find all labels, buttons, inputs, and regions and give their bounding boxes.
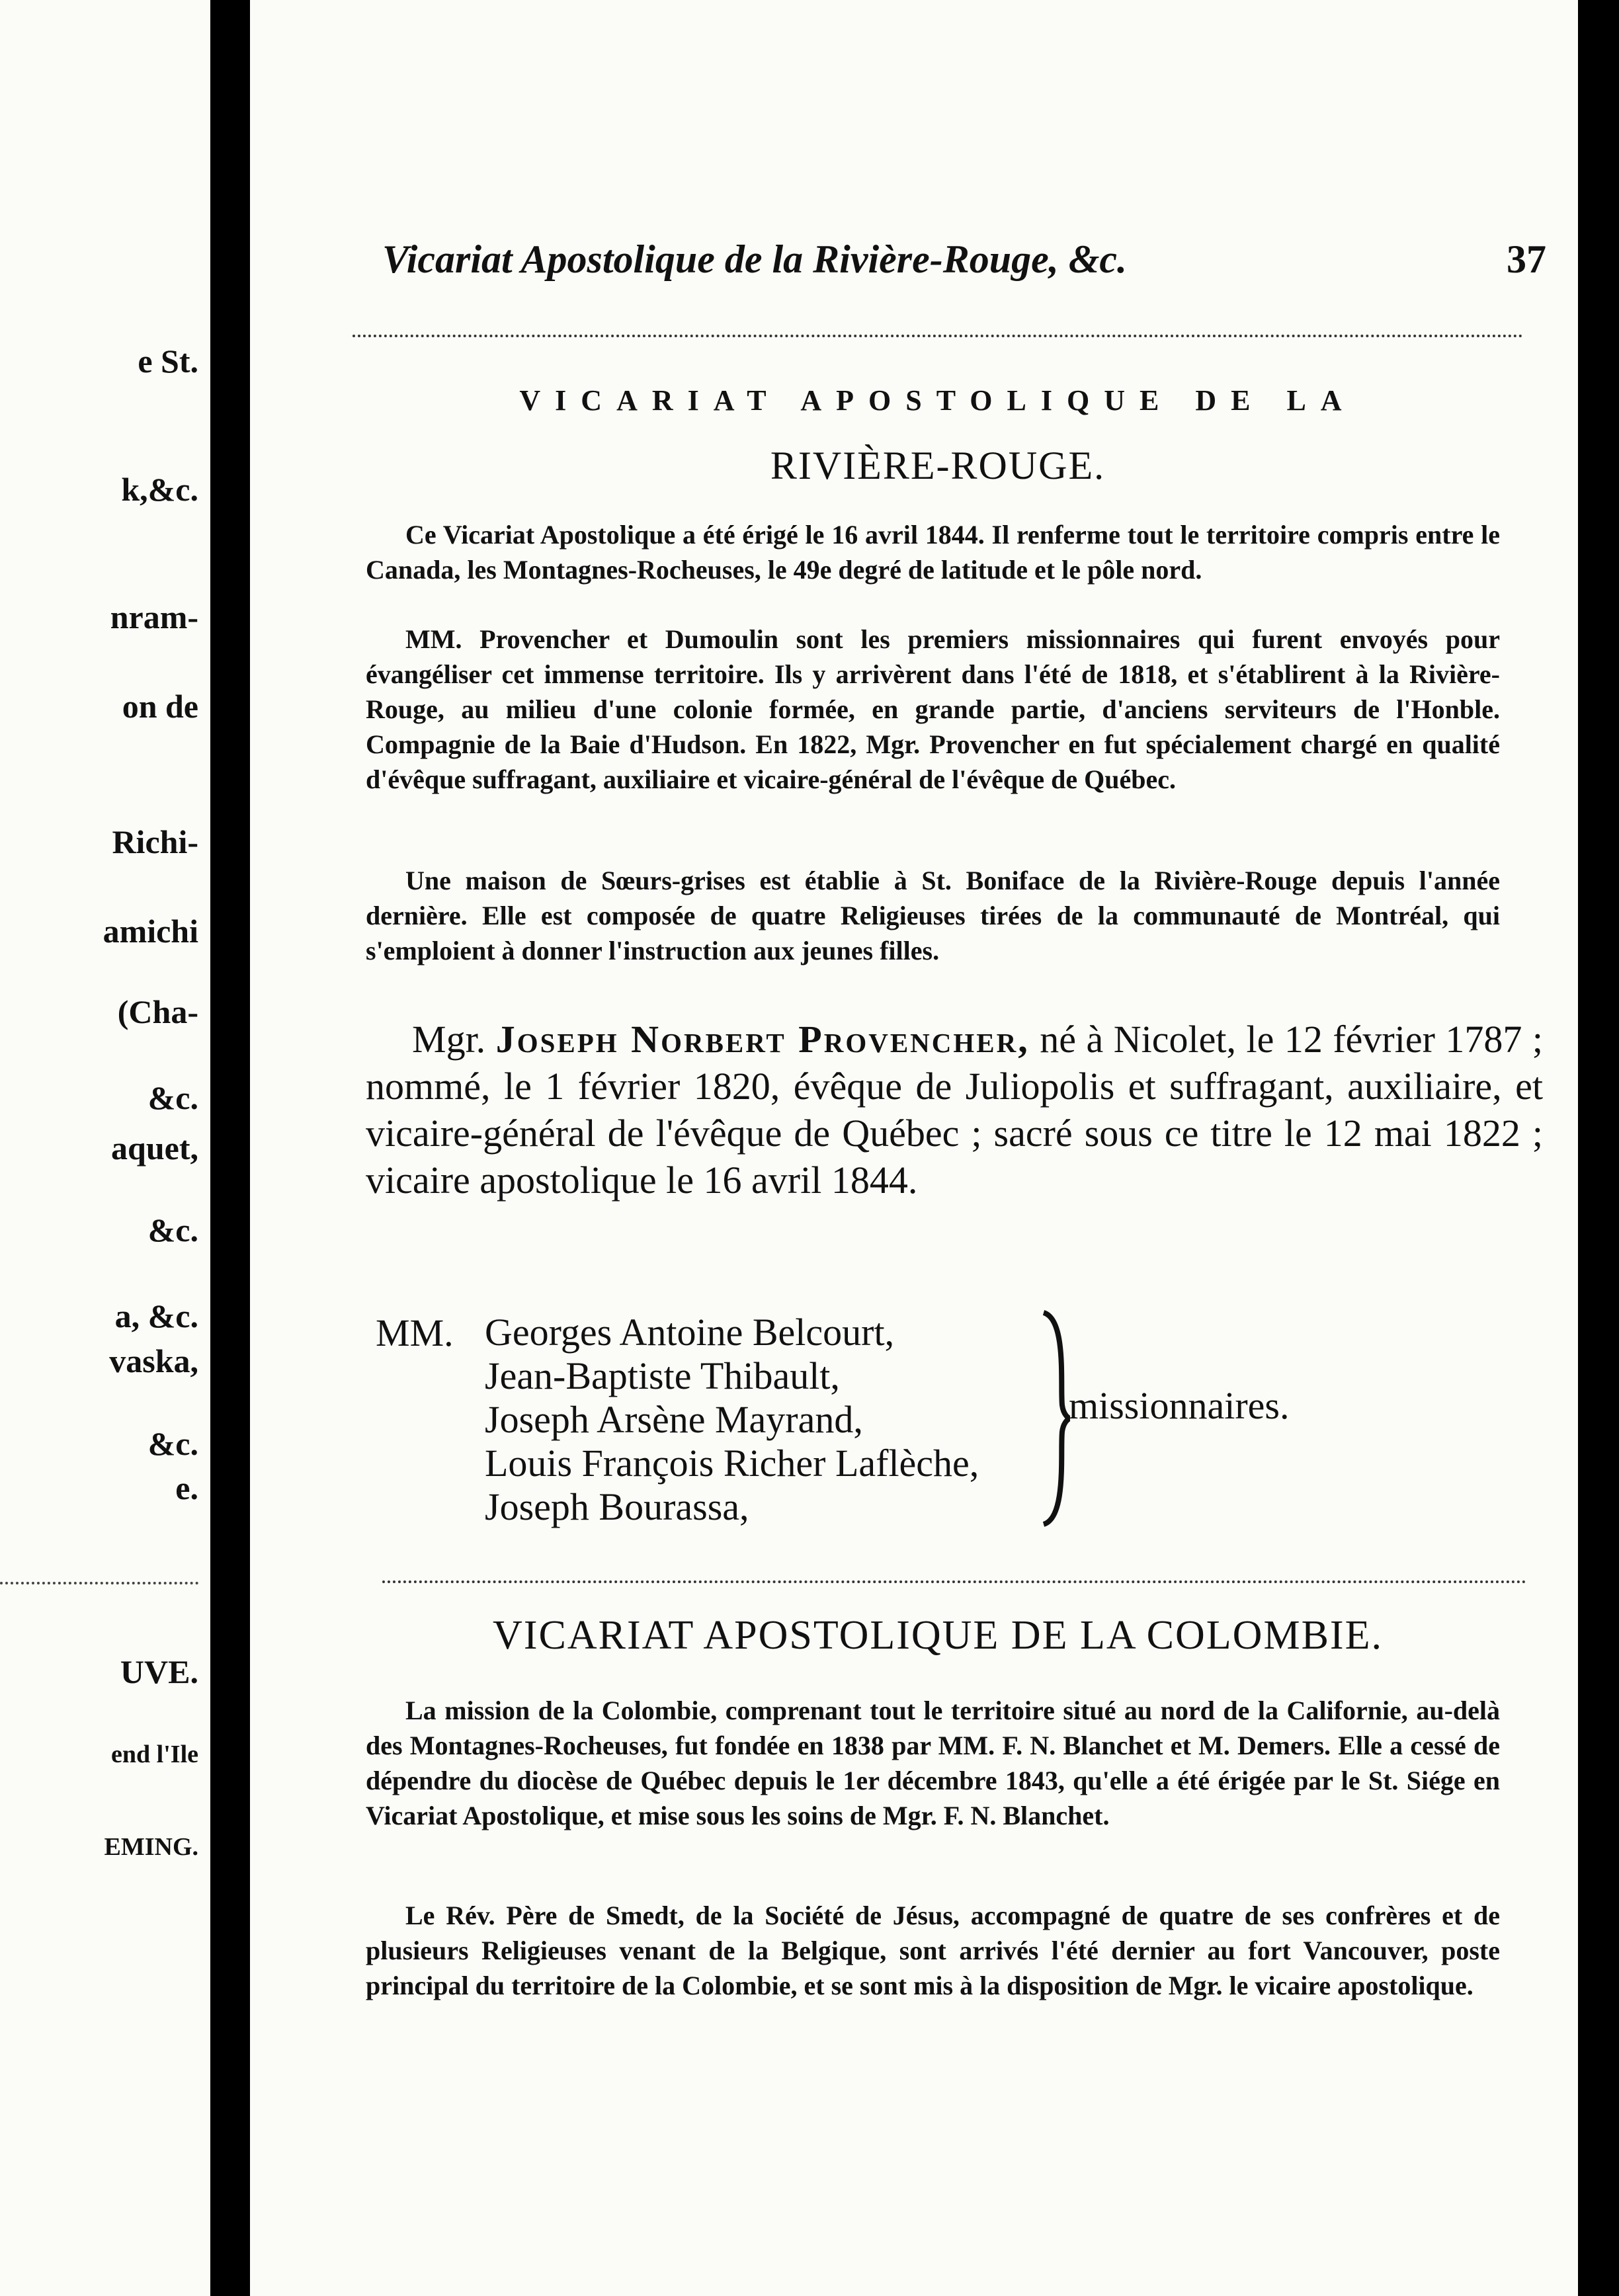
book-gutter	[210, 0, 250, 2296]
facing-page-fragment: end l'Ile	[111, 1741, 198, 1768]
running-title: Vicariat Apostolique de la Rivière-Rouge, &c.	[382, 237, 1128, 281]
facing-page-fragment: e.	[175, 1469, 198, 1506]
facing-page-fragment: e St.	[138, 343, 198, 380]
header-rule	[353, 335, 1523, 337]
running-header	[382, 237, 1546, 282]
facing-page-fragment: vaska,	[109, 1342, 198, 1379]
facing-page-fragment: Richi-	[112, 823, 198, 860]
missionary-name: Joseph Arsène Mayrand,	[485, 1398, 863, 1441]
page-edge	[1578, 0, 1619, 2296]
facing-page-fragment: &c.	[147, 1425, 198, 1462]
missionaries-list	[485, 1311, 979, 1529]
paragraph: Le Rév. Père de Smedt, de la Société de Jésus, accompagné de quatre de ses confrères et de plusieurs Religieuses venant de la Belgique, sont arrivés l'été dernier au fort Vancouver, poste principal du territoire de la Colombie, et se sont mis à la disposition de Mgr. le vicaire apostolique.	[366, 1901, 1500, 2000]
paragraph: La mission de la Colombie, comprenant tout le territoire situé au nord de la Californie, au-delà des Montagnes-Rocheuses, fut fondée en 1838 par MM. F. N. Blanchet et M. Demers. Elle a cessé de dépendre du diocèse de Québec depuis le 1er décembre 1843, qu'elle a été érigée par le St. Siége en Vicariat Apostolique, et mise sous les soins de Mgr. F. N. Blanchet.	[366, 1696, 1500, 1830]
paragraph: MM. Provencher et Dumoulin sont les premiers missionnaires qui furent envoyés pour évangéliser cet immense territoire. Ils y arrivèrent dans l'été de 1818, et s'établirent à la Rivière-Rouge, au milieu d'une colonie formée, en grande partie, d'anciens serviteurs de l'Honble. Compagnie de la Baie d'Hudson. En 1822, Mgr. Provencher en fut spécialement chargé en qualité d'évêque suffragant, auxiliaire et vicaire-général de l'évêque de Québec.	[366, 624, 1500, 794]
paragraph: Une maison de Sœurs-grises est établie à St. Boniface de la Rivière-Rouge depuis l'année dernière. Elle est composée de quatre Religieuses tirées de la communauté de Montréal, qui s'emploient à donner l'instruction aux jeunes filles.	[366, 866, 1500, 965]
facing-page-fragment: k,&c.	[121, 471, 198, 508]
missionary-name: Jean-Baptiste Thibault,	[485, 1354, 840, 1397]
section-heading-spaced: VICARIAT APOSTOLIQUE DE LA	[519, 384, 1356, 417]
facing-page-fragment: a, &c.	[114, 1297, 198, 1334]
facing-page-fragment: &c.	[147, 1079, 198, 1116]
page-number: 37	[1507, 237, 1546, 281]
missionaries-label: MM.	[376, 1311, 454, 1354]
facing-page-rule	[0, 1582, 198, 1584]
missionary-name: Joseph Bourassa,	[485, 1485, 749, 1528]
bishop-text: né à Nicolet, le 12 février 1787 ; nommé, le 1 février 1820, évêque de Juliopolis et suffragant, auxiliaire, et vicaire-général de l'évêque de Québec ; sacré sous ce titre le 12 mai 1822 ; vicaire apostolique le 16 avril 1844.	[366, 1018, 1544, 1202]
facing-page-fragment: aquet,	[111, 1129, 198, 1167]
facing-page-fragment: (Cha-	[117, 993, 198, 1030]
section-rule	[382, 1580, 1526, 1583]
section-heading-main: RIVIÈRE-ROUGE.	[770, 444, 1106, 487]
missionary-name: Georges Antoine Belcourt,	[485, 1311, 895, 1354]
facing-page-fragment: &c.	[147, 1211, 198, 1249]
facing-page-fragment: nram-	[110, 598, 198, 636]
paragraph: Ce Vicariat Apostolique a été érigé le 16 avril 1844. Il renferme tout le territoire compris entre le Canada, les Montagnes-Rocheuses, le 49e degré de latitude et le pôle nord.	[366, 520, 1500, 585]
facing-page-fragment: EMING.	[104, 1833, 198, 1861]
section2-heading: VICARIAT APOSTOLIQUE DE LA COLOMBIE.	[493, 1613, 1383, 1658]
bishop-entry	[366, 1016, 1543, 1204]
facing-page	[0, 0, 210, 2296]
bishop-prefix: Mgr.	[412, 1018, 486, 1061]
missionaries-role: missionnaires.	[1069, 1384, 1290, 1427]
facing-page-fragment: on de	[122, 688, 198, 725]
main-page	[250, 0, 1578, 2296]
facing-page-fragment: UVE.	[120, 1653, 198, 1690]
bishop-name: Joseph Norbert Provencher,	[495, 1018, 1030, 1061]
missionary-name: Louis François Richer Laflèche,	[485, 1442, 979, 1485]
facing-page-fragment: amichi	[103, 913, 198, 950]
